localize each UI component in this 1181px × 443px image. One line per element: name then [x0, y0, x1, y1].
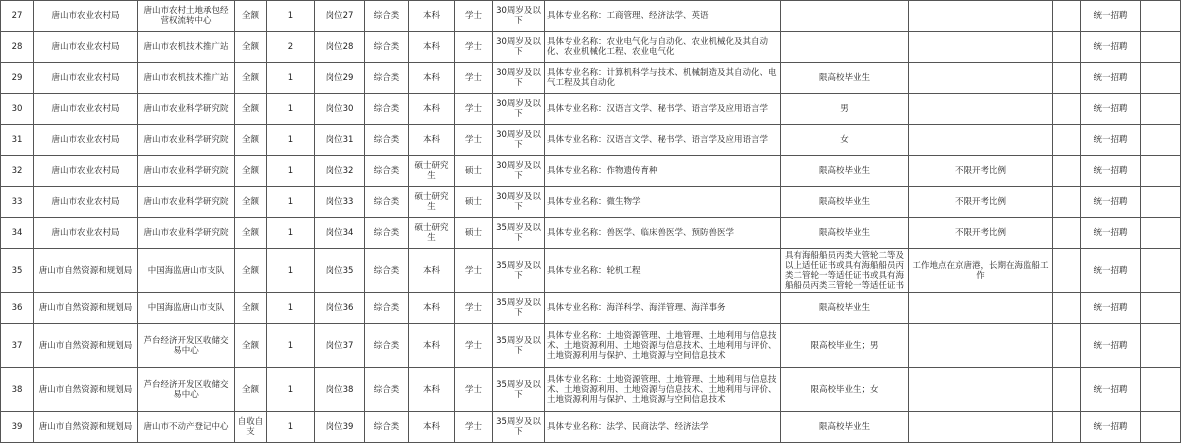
table-row	[1, 249, 1181, 293]
position-code-cell: 岗位27	[315, 1, 365, 32]
remarks-cell	[909, 94, 1053, 125]
recruit-method-cell: 统一招聘	[1081, 94, 1141, 125]
blank-cell	[1053, 368, 1081, 412]
education-cell: 本科	[409, 412, 455, 443]
major-requirement-cell: 具体专业名称：作物遗传育种	[545, 156, 781, 187]
other-requirement-cell: 限高校毕业生；女	[781, 368, 909, 412]
headcount-cell: 1	[267, 324, 315, 368]
remarks-cell	[909, 1, 1053, 32]
table-row	[1, 324, 1181, 368]
recruit-method-cell: 统一招聘	[1081, 156, 1141, 187]
position-type-cell: 综合类	[365, 32, 409, 63]
row-number: 27	[1, 1, 34, 32]
degree-cell: 硕士	[455, 187, 493, 218]
major-requirement-cell: 具体专业名称：兽医学、临床兽医学、预防兽医学	[545, 218, 781, 249]
unit-cell: 唐山市农机技术推广站	[138, 63, 235, 94]
table-body	[1, 1, 1181, 443]
age-limit-cell: 35周岁及以下	[493, 324, 545, 368]
unit-cell: 唐山市农业科学研究院	[138, 218, 235, 249]
row-number: 28	[1, 32, 34, 63]
blank-cell	[1053, 218, 1081, 249]
funding-type-cell: 全额	[235, 324, 267, 368]
age-limit-cell: 35周岁及以下	[493, 412, 545, 443]
headcount-cell: 1	[267, 249, 315, 293]
blank-cell	[1141, 1, 1181, 32]
major-requirement-cell: 具体专业名称：农业电气化与自动化、农业机械化及其自动化、农业机械化工程、农业电气化	[545, 32, 781, 63]
other-requirement-cell	[781, 1, 909, 32]
major-requirement-cell: 具体专业名称：轮机工程	[545, 249, 781, 293]
education-cell: 本科	[409, 1, 455, 32]
unit-cell: 唐山市农业科学研究院	[138, 156, 235, 187]
blank-cell	[1141, 94, 1181, 125]
blank-cell	[1053, 63, 1081, 94]
headcount-cell: 1	[267, 218, 315, 249]
remarks-cell	[909, 412, 1053, 443]
other-requirement-cell	[781, 32, 909, 63]
unit-cell: 中国海监唐山市支队	[138, 293, 235, 324]
degree-cell: 硕士	[455, 218, 493, 249]
table-row	[1, 218, 1181, 249]
blank-cell	[1053, 94, 1081, 125]
table-row	[1, 412, 1181, 443]
recruit-method-cell: 统一招聘	[1081, 293, 1141, 324]
position-code-cell: 岗位35	[315, 249, 365, 293]
row-number: 36	[1, 293, 34, 324]
age-limit-cell: 35周岁及以下	[493, 368, 545, 412]
other-requirement-cell: 限高校毕业生	[781, 218, 909, 249]
position-code-cell: 岗位36	[315, 293, 365, 324]
recruit-method-cell: 统一招聘	[1081, 368, 1141, 412]
other-requirement-cell: 具有海船船员丙类大管轮二等及以上适任证书或具有海船船员丙类二管轮一等适任证书或具有海船船员丙类三管轮一等适任证书	[781, 249, 909, 293]
age-limit-cell: 30周岁及以下	[493, 1, 545, 32]
position-code-cell: 岗位31	[315, 125, 365, 156]
blank-cell	[1141, 125, 1181, 156]
row-number: 33	[1, 187, 34, 218]
row-number: 32	[1, 156, 34, 187]
funding-type-cell: 全额	[235, 187, 267, 218]
unit-cell: 唐山市不动产登记中心	[138, 412, 235, 443]
blank-cell	[1141, 32, 1181, 63]
blank-cell	[1053, 1, 1081, 32]
department-cell: 唐山市农业农村局	[34, 63, 138, 94]
row-number: 39	[1, 412, 34, 443]
position-type-cell: 综合类	[365, 125, 409, 156]
department-cell: 唐山市农业农村局	[34, 1, 138, 32]
headcount-cell: 1	[267, 125, 315, 156]
table-row	[1, 94, 1181, 125]
recruit-method-cell: 统一招聘	[1081, 187, 1141, 218]
age-limit-cell: 35周岁及以下	[493, 293, 545, 324]
table-row	[1, 32, 1181, 63]
blank-cell	[1053, 293, 1081, 324]
recruit-method-cell: 统一招聘	[1081, 249, 1141, 293]
funding-type-cell: 全额	[235, 293, 267, 324]
position-type-cell: 综合类	[365, 218, 409, 249]
position-code-cell: 岗位29	[315, 63, 365, 94]
degree-cell: 学士	[455, 1, 493, 32]
other-requirement-cell: 限高校毕业生	[781, 156, 909, 187]
blank-cell	[1141, 412, 1181, 443]
blank-cell	[1141, 368, 1181, 412]
blank-cell	[1053, 187, 1081, 218]
remarks-cell	[909, 125, 1053, 156]
education-cell: 本科	[409, 293, 455, 324]
major-requirement-cell: 具体专业名称：土地资源管理、土地管理、土地利用与信息技术、土地资源利用、土地资源与信息技术、土地利用与评价、土地资源利用与保护、土地资源与空间信息技术	[545, 368, 781, 412]
row-number: 34	[1, 218, 34, 249]
degree-cell: 学士	[455, 125, 493, 156]
remarks-cell	[909, 368, 1053, 412]
remarks-cell: 不限开考比例	[909, 187, 1053, 218]
blank-cell	[1141, 324, 1181, 368]
table-row	[1, 63, 1181, 94]
degree-cell: 学士	[455, 94, 493, 125]
headcount-cell: 2	[267, 32, 315, 63]
position-type-cell: 综合类	[365, 63, 409, 94]
unit-cell: 芦台经济开发区收储交易中心	[138, 368, 235, 412]
education-cell: 硕士研究生	[409, 156, 455, 187]
recruit-method-cell: 统一招聘	[1081, 218, 1141, 249]
education-cell: 本科	[409, 63, 455, 94]
recruit-method-cell: 统一招聘	[1081, 32, 1141, 63]
education-cell: 本科	[409, 249, 455, 293]
department-cell: 唐山市自然资源和规划局	[34, 293, 138, 324]
age-limit-cell: 30周岁及以下	[493, 32, 545, 63]
age-limit-cell: 30周岁及以下	[493, 94, 545, 125]
blank-cell	[1053, 249, 1081, 293]
funding-type-cell: 全额	[235, 368, 267, 412]
position-code-cell: 岗位28	[315, 32, 365, 63]
degree-cell: 学士	[455, 32, 493, 63]
remarks-cell: 工作地点在京唐港，长期在海监船工作	[909, 249, 1053, 293]
headcount-cell: 1	[267, 412, 315, 443]
major-requirement-cell: 具体专业名称：计算机科学与技术、机械制造及其自动化、电气工程及其自动化	[545, 63, 781, 94]
blank-cell	[1141, 156, 1181, 187]
education-cell: 本科	[409, 324, 455, 368]
department-cell: 唐山市农业农村局	[34, 187, 138, 218]
funding-type-cell: 全额	[235, 156, 267, 187]
department-cell: 唐山市农业农村局	[34, 125, 138, 156]
row-number: 37	[1, 324, 34, 368]
department-cell: 唐山市农业农村局	[34, 32, 138, 63]
remarks-cell	[909, 32, 1053, 63]
position-type-cell: 综合类	[365, 156, 409, 187]
funding-type-cell: 自收自支	[235, 412, 267, 443]
position-code-cell: 岗位39	[315, 412, 365, 443]
unit-cell: 唐山市农村土地承包经营权流转中心	[138, 1, 235, 32]
education-cell: 硕士研究生	[409, 187, 455, 218]
remarks-cell	[909, 324, 1053, 368]
headcount-cell: 1	[267, 368, 315, 412]
age-limit-cell: 30周岁及以下	[493, 63, 545, 94]
table-row	[1, 187, 1181, 218]
row-number: 30	[1, 94, 34, 125]
department-cell: 唐山市自然资源和规划局	[34, 324, 138, 368]
department-cell: 唐山市农业农村局	[34, 218, 138, 249]
position-type-cell: 综合类	[365, 412, 409, 443]
recruit-method-cell: 统一招聘	[1081, 63, 1141, 94]
position-code-cell: 岗位37	[315, 324, 365, 368]
blank-cell	[1053, 125, 1081, 156]
age-limit-cell: 30周岁及以下	[493, 156, 545, 187]
row-number: 38	[1, 368, 34, 412]
recruit-method-cell: 统一招聘	[1081, 324, 1141, 368]
blank-cell	[1053, 324, 1081, 368]
department-cell: 唐山市自然资源和规划局	[34, 412, 138, 443]
position-code-cell: 岗位30	[315, 94, 365, 125]
position-type-cell: 综合类	[365, 187, 409, 218]
table-row	[1, 125, 1181, 156]
blank-cell	[1141, 63, 1181, 94]
headcount-cell: 1	[267, 94, 315, 125]
other-requirement-cell: 男	[781, 94, 909, 125]
major-requirement-cell: 具体专业名称：法学、民商法学、经济法学	[545, 412, 781, 443]
age-limit-cell: 35周岁及以下	[493, 249, 545, 293]
unit-cell: 唐山市农业科学研究院	[138, 94, 235, 125]
other-requirement-cell: 限高校毕业生	[781, 412, 909, 443]
position-code-cell: 岗位32	[315, 156, 365, 187]
department-cell: 唐山市农业农村局	[34, 156, 138, 187]
education-cell: 硕士研究生	[409, 218, 455, 249]
table-row	[1, 368, 1181, 412]
education-cell: 本科	[409, 32, 455, 63]
recruit-method-cell: 统一招聘	[1081, 412, 1141, 443]
headcount-cell: 1	[267, 156, 315, 187]
position-type-cell: 综合类	[365, 324, 409, 368]
headcount-cell: 1	[267, 1, 315, 32]
row-number: 31	[1, 125, 34, 156]
blank-cell	[1141, 249, 1181, 293]
major-requirement-cell: 具体专业名称：汉语言文学、秘书学、语言学及应用语言学	[545, 94, 781, 125]
major-requirement-cell: 具体专业名称：汉语言文学、秘书学、语言学及应用语言学	[545, 125, 781, 156]
age-limit-cell: 30周岁及以下	[493, 125, 545, 156]
unit-cell: 唐山市农业科学研究院	[138, 125, 235, 156]
funding-type-cell: 全额	[235, 32, 267, 63]
blank-cell	[1053, 32, 1081, 63]
degree-cell: 学士	[455, 293, 493, 324]
position-code-cell: 岗位38	[315, 368, 365, 412]
other-requirement-cell: 限高校毕业生	[781, 63, 909, 94]
funding-type-cell: 全额	[235, 249, 267, 293]
major-requirement-cell: 具体专业名称：工商管理、经济法学、英语	[545, 1, 781, 32]
blank-cell	[1141, 218, 1181, 249]
blank-cell	[1141, 187, 1181, 218]
recruit-method-cell: 统一招聘	[1081, 1, 1141, 32]
headcount-cell: 1	[267, 63, 315, 94]
unit-cell: 芦台经济开发区收储交易中心	[138, 324, 235, 368]
education-cell: 本科	[409, 368, 455, 412]
major-requirement-cell: 具体专业名称：微生物学	[545, 187, 781, 218]
department-cell: 唐山市自然资源和规划局	[34, 368, 138, 412]
position-type-cell: 综合类	[365, 368, 409, 412]
degree-cell: 学士	[455, 324, 493, 368]
major-requirement-cell: 具体专业名称：土地资源管理、土地管理、土地利用与信息技术、土地资源利用、土地资源与信息技术、土地利用与评价、土地资源利用与保护、土地资源与空间信息技术	[545, 324, 781, 368]
degree-cell: 学士	[455, 412, 493, 443]
headcount-cell: 1	[267, 293, 315, 324]
funding-type-cell: 全额	[235, 94, 267, 125]
blank-cell	[1141, 293, 1181, 324]
age-limit-cell: 35周岁及以下	[493, 218, 545, 249]
table-row	[1, 293, 1181, 324]
position-code-cell: 岗位34	[315, 218, 365, 249]
department-cell: 唐山市自然资源和规划局	[34, 249, 138, 293]
remarks-cell	[909, 63, 1053, 94]
position-type-cell: 综合类	[365, 1, 409, 32]
position-type-cell: 综合类	[365, 94, 409, 125]
age-limit-cell: 30周岁及以下	[493, 187, 545, 218]
unit-cell: 中国海监唐山市支队	[138, 249, 235, 293]
other-requirement-cell: 限高校毕业生	[781, 293, 909, 324]
funding-type-cell: 全额	[235, 218, 267, 249]
blank-cell	[1053, 412, 1081, 443]
headcount-cell: 1	[267, 187, 315, 218]
row-number: 35	[1, 249, 34, 293]
education-cell: 本科	[409, 94, 455, 125]
unit-cell: 唐山市农业科学研究院	[138, 187, 235, 218]
other-requirement-cell: 女	[781, 125, 909, 156]
degree-cell: 学士	[455, 63, 493, 94]
table-row	[1, 1, 1181, 32]
other-requirement-cell: 限高校毕业生；男	[781, 324, 909, 368]
degree-cell: 硕士	[455, 156, 493, 187]
position-type-cell: 综合类	[365, 249, 409, 293]
remarks-cell: 不限开考比例	[909, 156, 1053, 187]
funding-type-cell: 全额	[235, 63, 267, 94]
position-code-cell: 岗位33	[315, 187, 365, 218]
funding-type-cell: 全额	[235, 125, 267, 156]
department-cell: 唐山市农业农村局	[34, 94, 138, 125]
other-requirement-cell: 限高校毕业生	[781, 187, 909, 218]
recruit-method-cell: 统一招聘	[1081, 125, 1141, 156]
row-number: 29	[1, 63, 34, 94]
remarks-cell	[909, 293, 1053, 324]
remarks-cell: 不限开考比例	[909, 218, 1053, 249]
degree-cell: 学士	[455, 249, 493, 293]
degree-cell: 学士	[455, 368, 493, 412]
table-row	[1, 156, 1181, 187]
funding-type-cell: 全额	[235, 1, 267, 32]
blank-cell	[1053, 156, 1081, 187]
unit-cell: 唐山市农机技术推广站	[138, 32, 235, 63]
position-type-cell: 综合类	[365, 293, 409, 324]
education-cell: 本科	[409, 125, 455, 156]
major-requirement-cell: 具体专业名称：海洋科学、海洋管理、海洋事务	[545, 293, 781, 324]
